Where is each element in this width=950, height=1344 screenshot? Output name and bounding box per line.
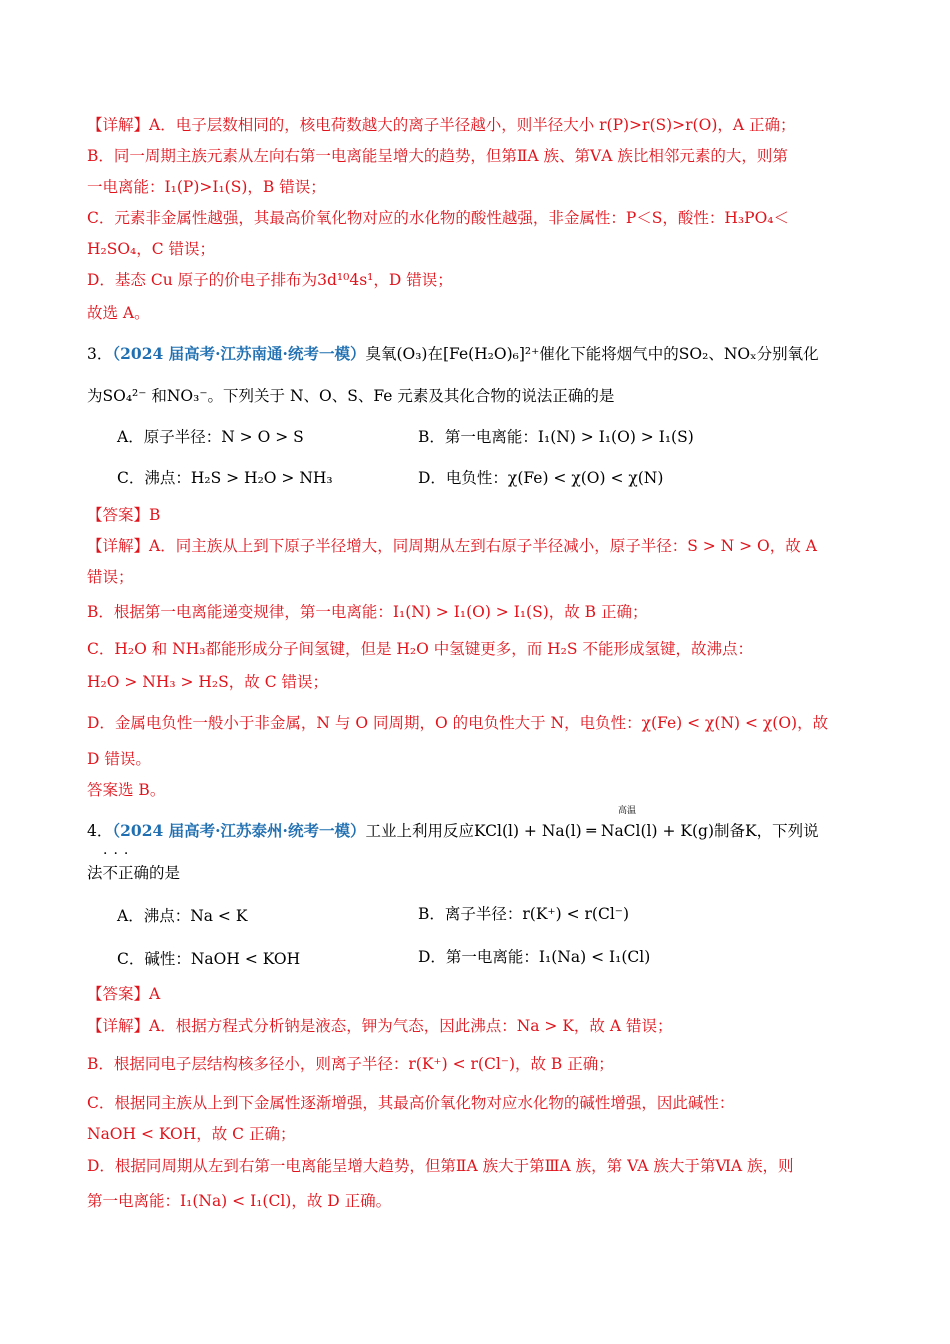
option-d: D．第一电离能：I₁(Na) < I₁(Cl): [418, 948, 651, 966]
option-d: D．电负性：χ(Fe) < χ(O) < χ(N): [418, 469, 664, 487]
question-text: 法不正确的是: [87, 864, 181, 882]
emphasis-dots: ···: [103, 846, 135, 862]
explanation-line: NaOH < KOH，故 C 正确；: [87, 1125, 296, 1143]
option-a: A．沸点：Na < K: [117, 907, 248, 925]
option-c: C．碱性：NaOH < KOH: [117, 950, 301, 968]
answer-line: 【答案】A: [87, 985, 161, 1003]
explanation-line: C．根据同主族从上到下金属性逐渐增强，其最高价氧化物对应水化物的碱性增强，因此碱性：: [87, 1094, 735, 1112]
explanation-line: 【详解】A．电子层数相同的，核电荷数越大的离子半径越小，则半径大小 r(P)>r(S)>r(O)，A 正确；: [87, 116, 796, 134]
option-a: A．原子半径：N > O > S: [117, 428, 304, 446]
explanation-line: B．根据同电子层结构核多径小，则离子半径：r(K⁺) < r(Cl⁻)，故 B 正确；: [87, 1055, 614, 1073]
question-source: （2024 届高考·江苏泰州·统考一模）: [112, 821, 366, 840]
explanation-line: H₂O > NH₃ > H₂S，故 C 错误；: [87, 673, 328, 691]
explanation-line: 答案选 B。: [87, 781, 166, 799]
option-c: C．沸点：H₂S > H₂O > NH₃: [117, 469, 333, 487]
option-b: B．离子半径：r(K⁺) < r(Cl⁻): [418, 905, 629, 923]
explanation-line: D 错误。: [87, 750, 151, 768]
question-number: 4．: [87, 822, 113, 840]
explanation-line: B．根据第一电离能递变规律，第一电离能：I₁(N) > I₁(O) > I₁(S)，故 B 正确；: [87, 603, 648, 621]
explanation-line: 故选 A。: [87, 304, 150, 322]
reaction-condition: 高温: [618, 806, 637, 816]
explanation-line: C．元素非金属性越强，其最高价氧化物对应的水化物的酸性越强，非金属性：P＜S，酸性：H₃PO₄＜: [87, 209, 789, 227]
explanation-line: 错误；: [87, 568, 134, 586]
explanation-line: 【详解】A．同主族从上到下原子半径增大，同周期从左到右原子半径减小，原子半径：S > N > O，故 A: [87, 537, 817, 555]
explanation-line: C．H₂O 和 NH₃都能形成分子间氢键，但是 H₂O 中氢键更多，而 H₂S 不能形成氢键，故沸点：: [87, 640, 753, 658]
explanation-line: 一电离能：I₁(P)>I₁(S)，B 错误；: [87, 178, 326, 196]
explanation-line: 第一电离能：I₁(Na) < I₁(Cl)，故 D 正确。: [87, 1192, 392, 1210]
answer-line: 【答案】B: [87, 506, 161, 524]
question-3-stem: [87, 343, 819, 365]
question-4-stem: [87, 820, 819, 842]
question-text: 工业上利用反应KCl(l) + Na(l) ═ NaCl(l) + K(g)制备K，下列说: [365, 822, 819, 840]
explanation-line: B．同一周期主族元素从左向右第一电离能呈增大的趋势，但第ⅡA 族、第ⅤA 族比相邻元素的大，则第: [87, 147, 788, 165]
explanation-line: H₂SO₄，C 错误；: [87, 240, 216, 258]
question-number: 3．: [87, 345, 113, 363]
question-text: 臭氧(O₃)在[Fe(H₂O)₆]²⁺催化下能将烟气中的SO₂、NOₓ分别氧化: [365, 345, 819, 363]
explanation-line: D．根据同周期从左到右第一电离能呈增大趋势，但第ⅡA 族大于第ⅢA 族，第 VA 族大于第ⅥA 族，则: [87, 1157, 794, 1175]
question-source: （2024 届高考·江苏南通·统考一模）: [112, 344, 366, 363]
explanation-line: D．基态 Cu 原子的价电子排布为3d¹⁰4s¹，D 错误；: [87, 271, 453, 289]
option-b: B．第一电离能：I₁(N) > I₁(O) > I₁(S): [418, 428, 694, 446]
explanation-line: D．金属电负性一般小于非金属，N 与 O 同周期，O 的电负性大于 N，电负性：χ(Fe) < χ(N) < χ(O)，故: [87, 714, 829, 732]
explanation-line: 【详解】A．根据方程式分析钠是液态，钾为气态，因此沸点：Na > K，故 A 错误；: [87, 1017, 673, 1035]
question-text: 为SO₄²⁻ 和NO₃⁻。下列关于 N、O、S、Fe 元素及其化合物的说法正确的是: [87, 387, 615, 405]
